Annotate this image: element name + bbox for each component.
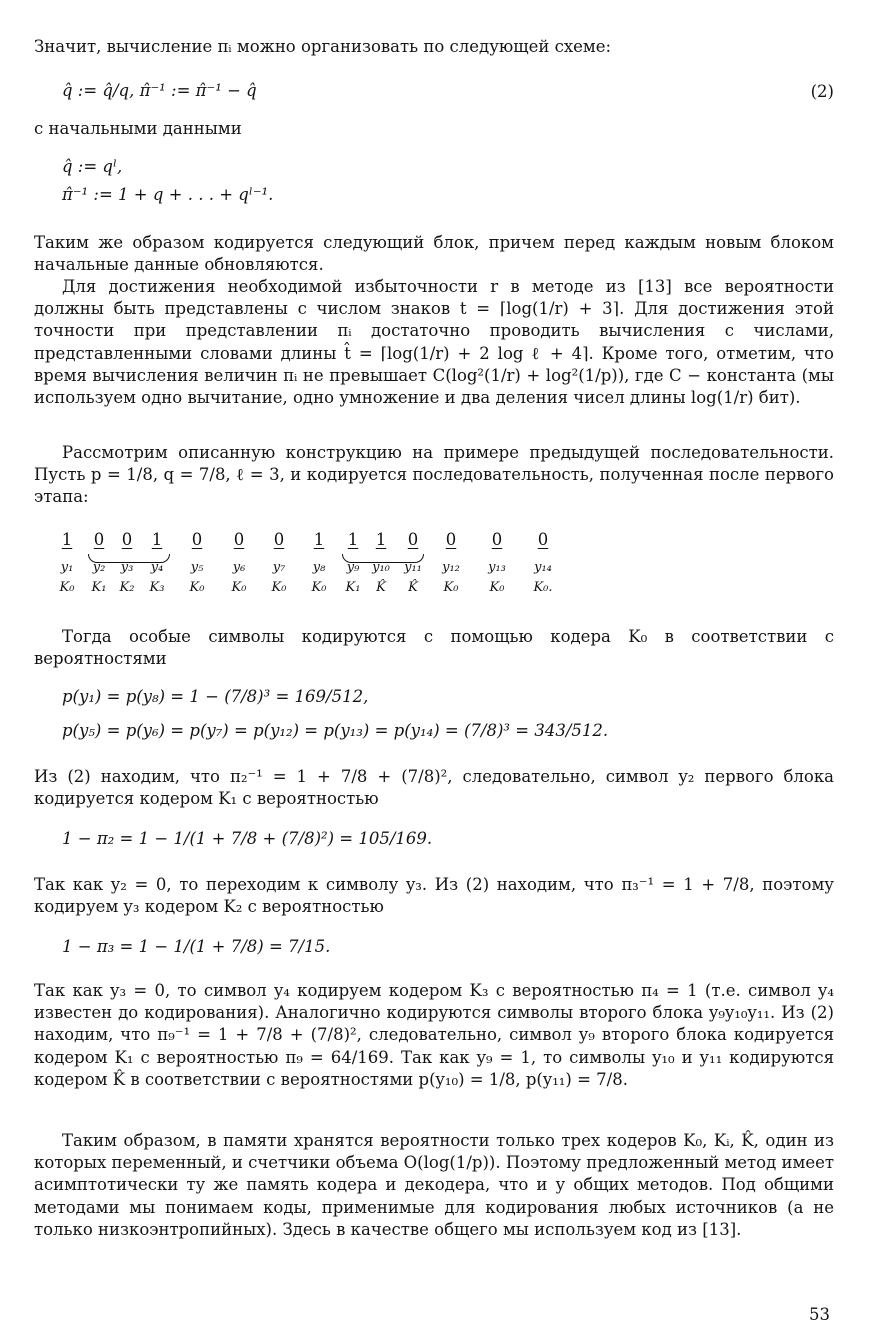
sequence-coder: K₀ [59,580,75,595]
equation-prob-a: p(y₁) = p(y₈) = 1 − (7/8)³ = 169/512, [62,687,369,706]
sequence-symbol: y₁ [60,560,74,575]
paragraph-special-symbols: Тогда особые символы кодируются с помощью кодера K₀ в соответствии с вероятностями [34,627,834,669]
sequence-symbol: y₇ [272,560,286,575]
sequence-coder: K₃ [149,580,165,595]
sequence-coder: K₀ [489,580,505,595]
equation-pi3: 1 − π₃ = 1 − 1/(1 + 7/8) = 7/15. [62,937,331,956]
sequence-coder: K̂ [408,580,418,595]
paragraph-conclusion: Таким образом, в памяти хранятся вероятности только трех кодеров K₀, Kᵢ, K̂, один из которых переменный, и счетчики объема O(log(1/p)). Поэтому предложенный метод имеет асимптотически ту же память кодера и декодера, что и у общих методов. Под общими методами мы понимаем коды, применимые для кодирования любых источников (а не только низкоэнтропийных). Здесь в качестве общего мы используем код из [13]. [34,1131,834,1239]
sequence-bit: 1 [151,530,163,549]
equation-prob-b: p(y₅) = p(y₆) = p(y₇) = p(y₁₂) = p(y₁₃) = p(y₁₄) = (7/8)³ = 343/512. [62,721,609,740]
sequence-coder: K₀ [443,580,459,595]
sequence-symbol: y₃ [120,560,134,575]
sequence-bit: 0 [191,530,203,549]
sequence-bit: 0 [491,530,503,549]
sequence-bit: 1 [313,530,325,549]
sequence-bit: 0 [537,530,549,549]
sequence-bit: 1 [375,530,387,549]
sequence-bit: 1 [347,530,359,549]
paragraph-second-block: Так как y₃ = 0, то символ y₄ кодируем кодером K₃ с вероятностью π₄ = 1 (т.е. символ y₄ известен до кодирования). Аналогично кодируются символы второго блока y₉y₁₀y₁₁. Из (2) находим, что π₉⁻¹ = 1 + 7/8 + (7/8)², следовательно, символ y₉ второго блока кодируется кодером K₁ с вероятностью π₉ = 64/169. Так как y₉ = 1, то символы y₁₀ и y₁₁ кодируются кодером K̂ в соответствии с вероятностями p(y₁₀) = 1/8, p(y₁₁) = 7/8. [34,981,834,1089]
sequence-bit: 1 [61,530,73,549]
sequence-symbol: y₉ [346,560,360,575]
sequence-symbol: y₁₁ [404,560,422,575]
sequence-bit: 0 [407,530,419,549]
equation-init-q: q̂ := qˡ, [62,157,123,176]
sequence-coder: K₀ [231,580,247,595]
equation-pi2: 1 − π₂ = 1 − 1/(1 + 7/8 + (7/8)²) = 105/169. [62,829,433,848]
equation-init-pi: π̂⁻¹ := 1 + q + . . . + qˡ⁻¹. [62,185,274,204]
sequence-symbol: y₁₃ [488,560,506,575]
sequence-coder: K₁ [345,580,361,595]
paragraph-next-block: Таким же образом кодируется следующий блок, причем перед каждым новым блоком начальные данные обновляются. [34,233,834,275]
sequence-bit: 0 [121,530,133,549]
sequence-coder: K̂ [376,580,386,595]
sequence-symbol: y₅ [190,560,204,575]
equation-2: q̂ := q̂/q, π̂⁻¹ := π̂⁻¹ − q̂ [62,81,257,100]
sequence-symbol: y₂ [92,560,106,575]
sequence-symbol: y₁₂ [442,560,460,575]
equation-number: (2) [810,82,834,101]
paragraph-first-block: Из (2) находим, что π₂⁻¹ = 1 + 7/8 + (7/8)², следовательно, символ y₂ первого блока кодируется кодером K₁ с вероятностью [34,767,834,809]
paragraph-y3: Так как y₂ = 0, то переходим к символу y₃. Из (2) находим, что π₃⁻¹ = 1 + 7/8, поэтому кодируем y₃ кодером K₂ с вероятностью [34,875,834,917]
sequence-coder: K₁ [91,580,107,595]
sequence-bit: 0 [233,530,245,549]
sequence-symbol: y₁₀ [372,560,390,575]
sequence-coder: K₀ [311,580,327,595]
sequence-coder: K₀ [271,580,287,595]
sequence-symbol: y₁₄ [534,560,552,575]
sequence-coder: K₂ [119,580,135,595]
sequence-symbol: y₆ [232,560,246,575]
sequence-symbol: y₈ [312,560,326,575]
paragraph-redundancy: Для достижения необходимой избыточности r в методе из [13] все вероятности должны быть представлены с числом знаков t = ⌈log(1/r) + 3⌉. Для достижения этой точности при представлении πᵢ достаточно проводить вычисления с числами, представленными словами длины t̂ = ⌈log(1/r) + 2 log ℓ + 4⌉. Кроме того, отметим, что время вычисления величин πᵢ не превышает C(log²(1/r) + log²(1/p)), где C − константа (мы используем одно вычитание, одно умножение и два деления чисел длины log(1/r) бит). [34,277,834,408]
paragraph-initial-data: с начальными данными [34,119,242,138]
sequence-coder: K₀ [189,580,205,595]
sequence-bit: 0 [93,530,105,549]
paragraph-intro: Значит, вычисление πᵢ можно организовать по следующей схеме: [34,37,612,56]
sequence-bit: 0 [273,530,285,549]
sequence-coder: K₀. [533,580,553,595]
paragraph-example: Рассмотрим описанную конструкцию на примере предыдущей последовательности. Пусть p = 1/8, q = 7/8, ℓ = 3, и кодируется последовательность, полученная после первого этапа: [34,443,834,507]
page-number: 53 [809,1305,830,1324]
sequence-bit: 0 [445,530,457,549]
sequence-symbol: y₄ [150,560,164,575]
